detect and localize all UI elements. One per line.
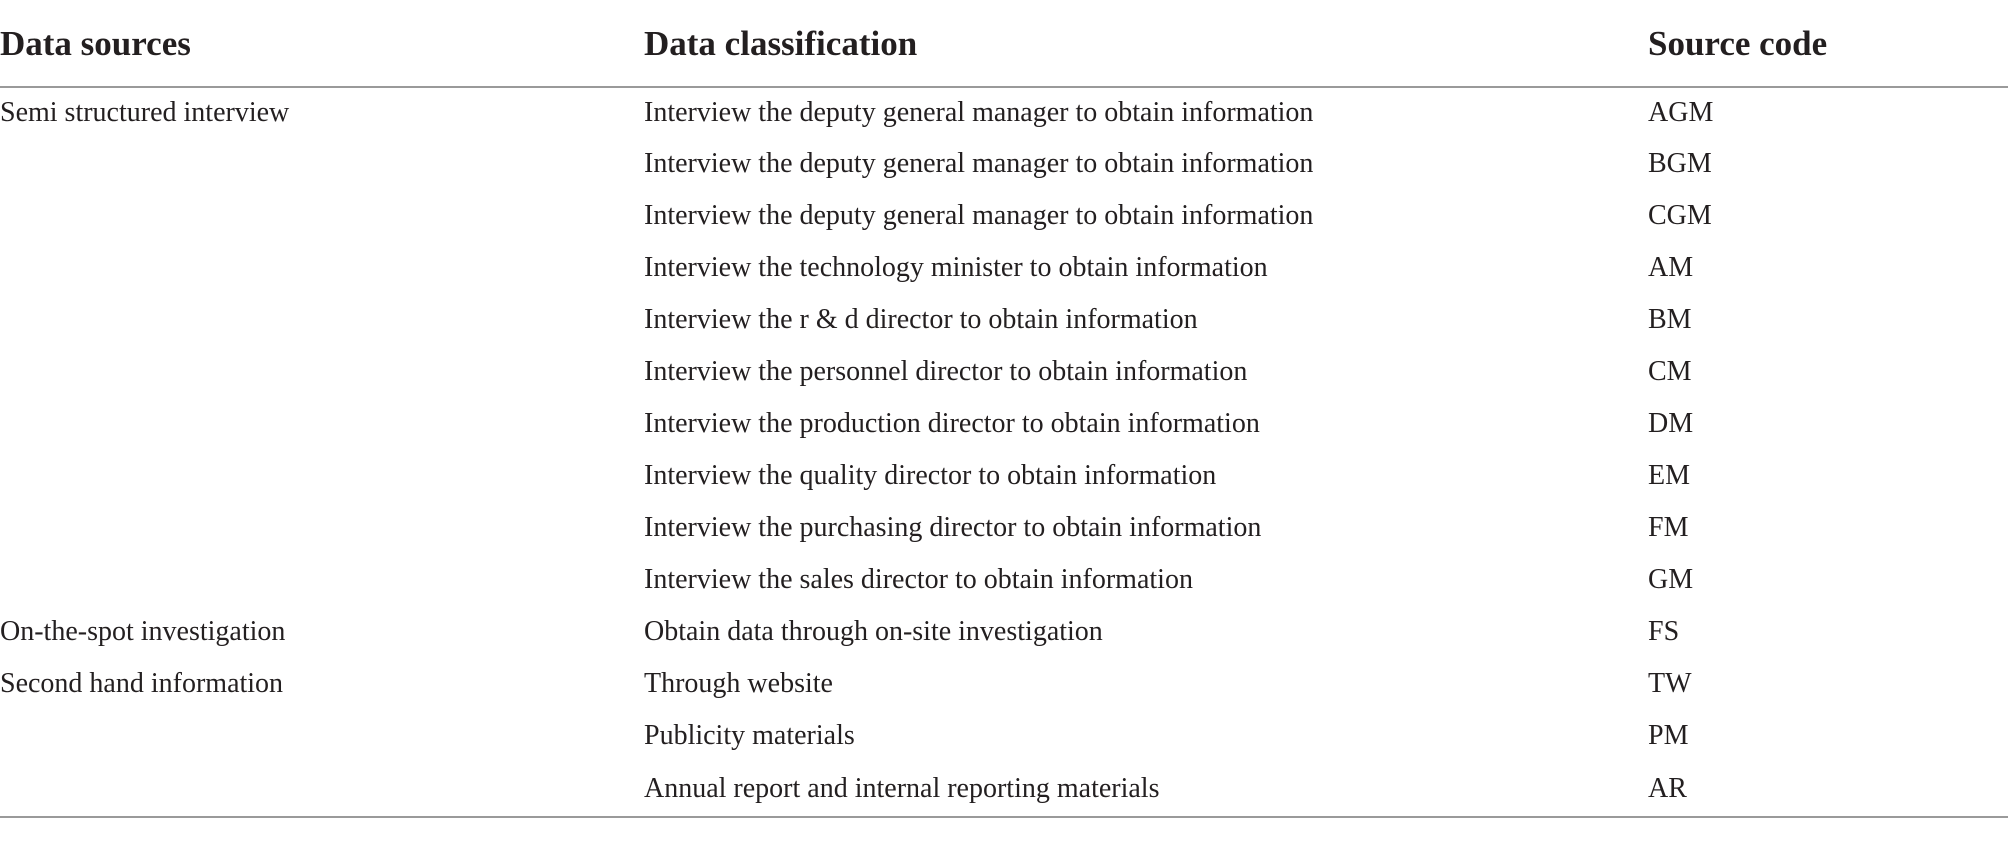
table-row <box>0 294 2008 346</box>
table-row <box>0 554 2008 606</box>
cell-source-code: TW <box>1648 668 1692 699</box>
cell-source-code: FS <box>1648 616 1680 647</box>
cell-source-code: EM <box>1648 460 1690 491</box>
table-row <box>0 242 2008 294</box>
table-row <box>0 190 2008 242</box>
cell-data-source <box>0 294 644 346</box>
cell-data-source <box>0 190 644 242</box>
cell-data-source <box>0 502 644 554</box>
cell-data-classification: Interview the personnel director to obtain information <box>644 356 1248 387</box>
cell-data-source <box>0 242 644 294</box>
cell-data-classification: Interview the deputy general manager to obtain information <box>644 200 1314 231</box>
header-source-code: Source code <box>1648 0 2008 87</box>
table-row <box>0 398 2008 450</box>
table-row <box>0 658 2008 710</box>
header-data-classification: Data classification <box>644 0 1648 87</box>
table-header-row <box>0 0 2008 87</box>
cell-source-code: CM <box>1648 356 1692 387</box>
cell-data-classification: Annual report and internal reporting materials <box>644 762 1648 817</box>
table-row <box>0 87 2008 138</box>
cell-data-classification: Interview the technology minister to obtain information <box>644 252 1268 283</box>
cell-data-source: Second hand information <box>0 668 284 699</box>
cell-data-classification: Interview the r & d director to obtain information <box>644 304 1198 335</box>
cell-data-source <box>0 554 644 606</box>
table-row <box>0 450 2008 502</box>
cell-data-source <box>0 346 644 398</box>
cell-source-code: AGM <box>1648 97 1714 128</box>
cell-data-classification: Interview the production director to obtain information <box>644 408 1260 439</box>
table-row <box>0 762 2008 817</box>
cell-data-source <box>0 398 644 450</box>
cell-data-source: Semi structured interview <box>0 97 290 128</box>
cell-data-source <box>0 450 644 502</box>
cell-source-code: BM <box>1648 304 1692 335</box>
table-row <box>0 138 2008 190</box>
cell-data-classification: Publicity materials <box>644 720 855 751</box>
cell-source-code: AM <box>1648 252 1694 283</box>
cell-data-source <box>0 710 644 762</box>
cell-source-code: CGM <box>1648 200 1712 231</box>
cell-data-source <box>0 138 644 190</box>
cell-source-code: FM <box>1648 512 1689 543</box>
table-row <box>0 502 2008 554</box>
cell-source-code: PM <box>1648 720 1689 751</box>
cell-data-classification: Through website <box>644 668 833 699</box>
cell-source-code: GM <box>1648 564 1694 595</box>
cell-source-code: AR <box>1648 762 2008 817</box>
table-row <box>0 606 2008 658</box>
cell-source-code: BGM <box>1648 148 1712 179</box>
cell-data-source: On-the-spot investigation <box>0 616 286 647</box>
table-row <box>0 710 2008 762</box>
cell-source-code: DM <box>1648 408 1694 439</box>
cell-data-classification: Obtain data through on-site investigation <box>644 616 1103 647</box>
header-data-sources: Data sources <box>0 0 644 87</box>
cell-data-classification: Interview the deputy general manager to obtain information <box>644 148 1314 179</box>
table-row <box>0 346 2008 398</box>
cell-data-classification: Interview the purchasing director to obtain information <box>644 512 1262 543</box>
cell-data-classification: Interview the deputy general manager to obtain information <box>644 97 1314 128</box>
cell-data-classification: Interview the quality director to obtain information <box>644 460 1217 491</box>
cell-data-classification: Interview the sales director to obtain information <box>644 564 1193 595</box>
cell-data-source <box>0 762 644 817</box>
